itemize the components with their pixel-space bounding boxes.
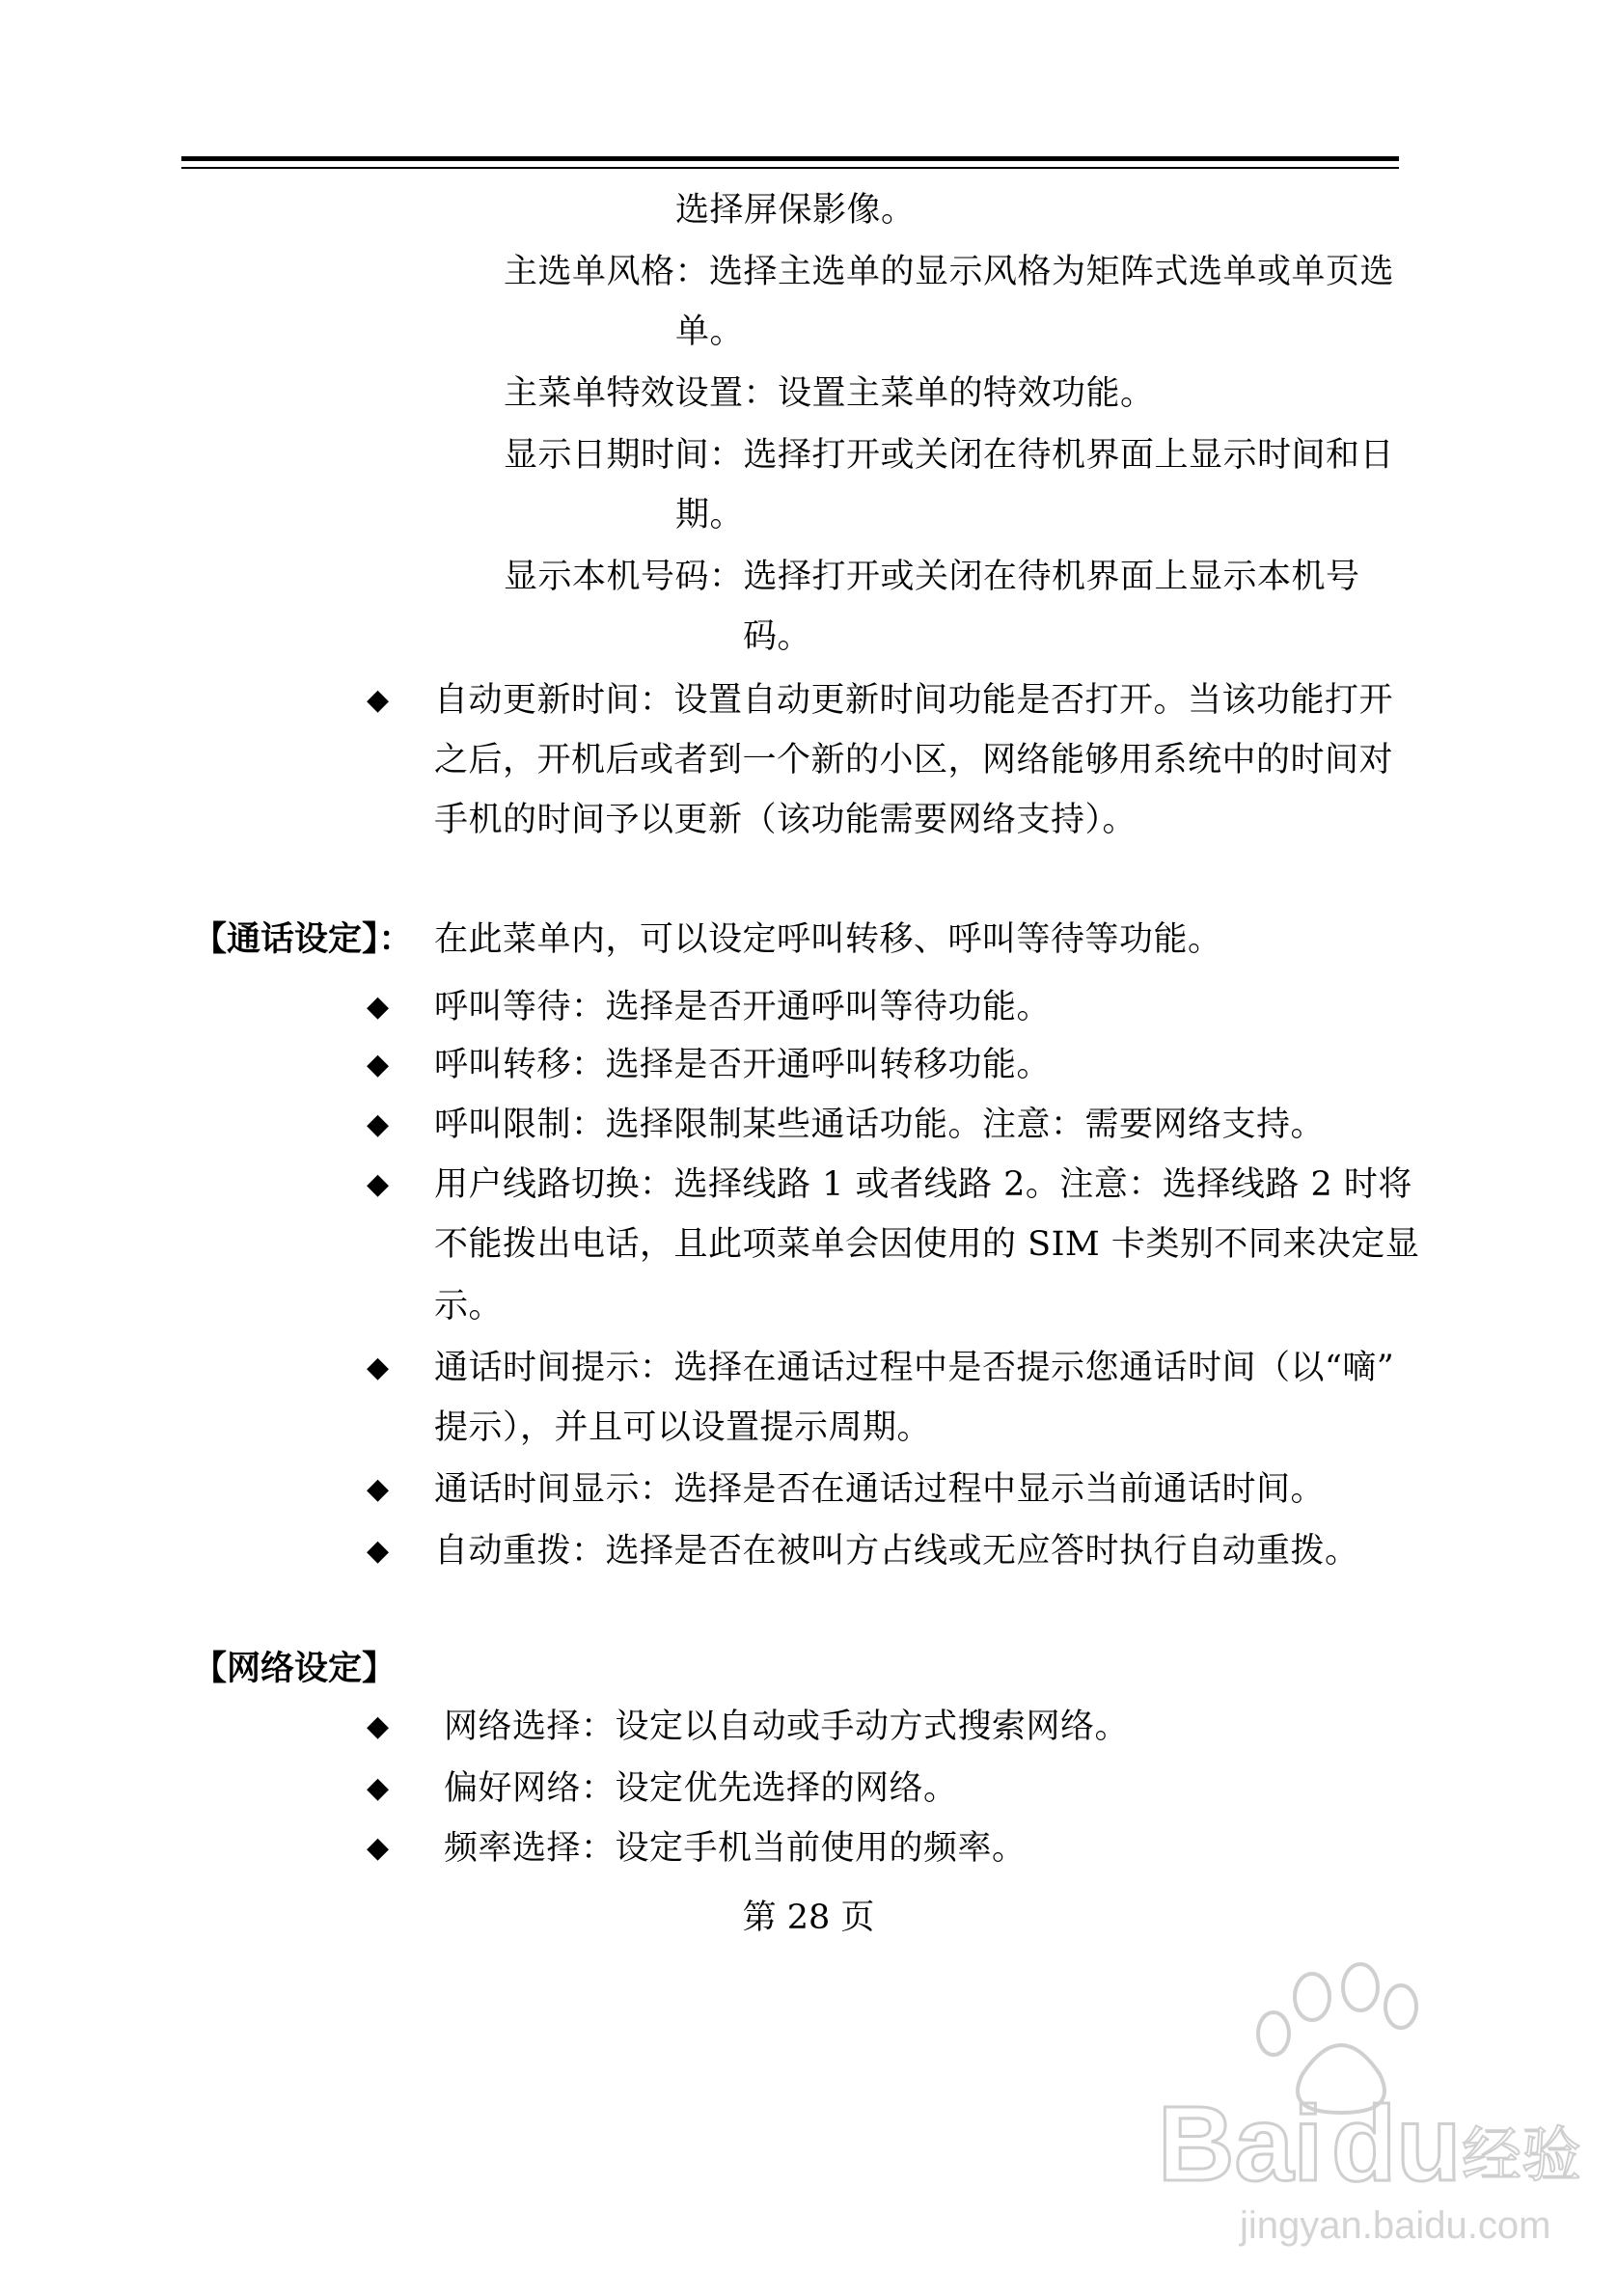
network-item-bullet-icon: ◆	[367, 1831, 390, 1865]
svg-text:jingyan.baidu.com: jingyan.baidu.com	[1240, 2204, 1551, 2247]
network-item-selection: 网络选择：设定以自动或手动方式搜索网络。	[444, 1708, 1130, 1746]
call-item-forwarding: 呼叫转移：选择是否开通呼叫转移功能。	[434, 1046, 1052, 1084]
header-rule-thick	[181, 156, 1399, 161]
network-item-bullet-icon: ◆	[367, 1709, 390, 1743]
auto-update-line1: 自动更新时间：设置自动更新时间功能是否打开。当该功能打开	[434, 681, 1394, 720]
baidu-jingyan-watermark	[1148, 1958, 1582, 2257]
page-number: 第 28 页	[742, 1899, 875, 1937]
display-item-main-menu-effect: 主菜单特效设置：设置主菜单的特效功能。	[504, 374, 1155, 413]
call-item-waiting: 呼叫等待：选择是否开通呼叫等待功能。	[434, 988, 1052, 1026]
svg-text:经验: 经验	[1462, 2119, 1582, 2190]
display-item-screensaver-line1: 选择屏保影像。	[675, 191, 916, 230]
call-item-bullet-icon: ◆	[367, 1472, 390, 1506]
call-item-time-display: 通话时间显示：选择是否在通话过程中显示当前通话时间。	[434, 1470, 1326, 1509]
call-item-bullet-icon: ◆	[367, 990, 390, 1024]
call-settings-intro: 在此菜单内，可以设定呼叫转移、呼叫等待等功能。	[434, 920, 1222, 959]
call-item-auto-redial: 自动重拨：选择是否在被叫方占线或无应答时执行自动重拨。	[434, 1532, 1359, 1571]
call-item-time-reminder-line2: 提示），并且可以设置提示周期。	[434, 1408, 932, 1447]
call-item-bullet-icon: ◆	[367, 1107, 390, 1141]
header-rule-thin	[181, 167, 1399, 169]
call-item-line-switch-line1: 用户线路切换：选择线路 1 或者线路 2。注意：选择线路 2 时将	[434, 1165, 1412, 1204]
auto-update-line3: 手机的时间予以更新（该功能需要网络支持）。	[434, 801, 1137, 839]
display-item-own-number-line2: 码。	[743, 617, 812, 656]
network-item-bullet-icon: ◆	[367, 1771, 390, 1805]
network-item-frequency: 频率选择：设定手机当前使用的频率。	[444, 1829, 1027, 1868]
call-item-bullet-icon: ◆	[367, 1048, 390, 1081]
svg-text:du: du	[1331, 2085, 1462, 2203]
svg-text:Bai: Bai	[1158, 2085, 1324, 2203]
call-item-bullet-icon: ◆	[367, 1351, 390, 1384]
call-item-barring: 呼叫限制：选择限制某些通话功能。注意：需要网络支持。	[434, 1106, 1326, 1144]
network-settings-heading: 【网络设定】	[193, 1649, 397, 1688]
display-item-own-number-line1: 显示本机号码：选择打开或关闭在待机界面上显示本机号	[504, 558, 1360, 596]
call-item-line-switch-line3: 示。	[434, 1287, 504, 1326]
display-item-main-menu-style-line2: 单。	[675, 313, 745, 351]
network-item-preferred: 偏好网络：设定优先选择的网络。	[444, 1769, 958, 1808]
display-item-main-menu-style-line1: 主选单风格：选择主选单的显示风格为矩阵式选单或单页选	[504, 253, 1395, 291]
display-item-date-time-line2: 期。	[675, 496, 745, 534]
auto-update-bullet-icon: ◆	[367, 683, 390, 717]
call-item-line-switch-line2: 不能拨出电话，且此项菜单会因使用的 SIM 卡类别不同来决定显	[434, 1225, 1420, 1264]
call-item-bullet-icon: ◆	[367, 1534, 390, 1568]
call-item-bullet-icon: ◆	[367, 1167, 390, 1201]
call-settings-heading: 【通话设定】：	[193, 919, 413, 959]
call-item-time-reminder-line1: 通话时间提示：选择在通话过程中是否提示您通话时间（以“嘀”	[434, 1349, 1395, 1387]
auto-update-line2: 之后，开机后或者到一个新的小区，网络能够用系统中的时间对	[434, 741, 1394, 779]
display-item-date-time-line1: 显示日期时间：选择打开或关闭在待机界面上显示时间和日	[504, 436, 1395, 475]
